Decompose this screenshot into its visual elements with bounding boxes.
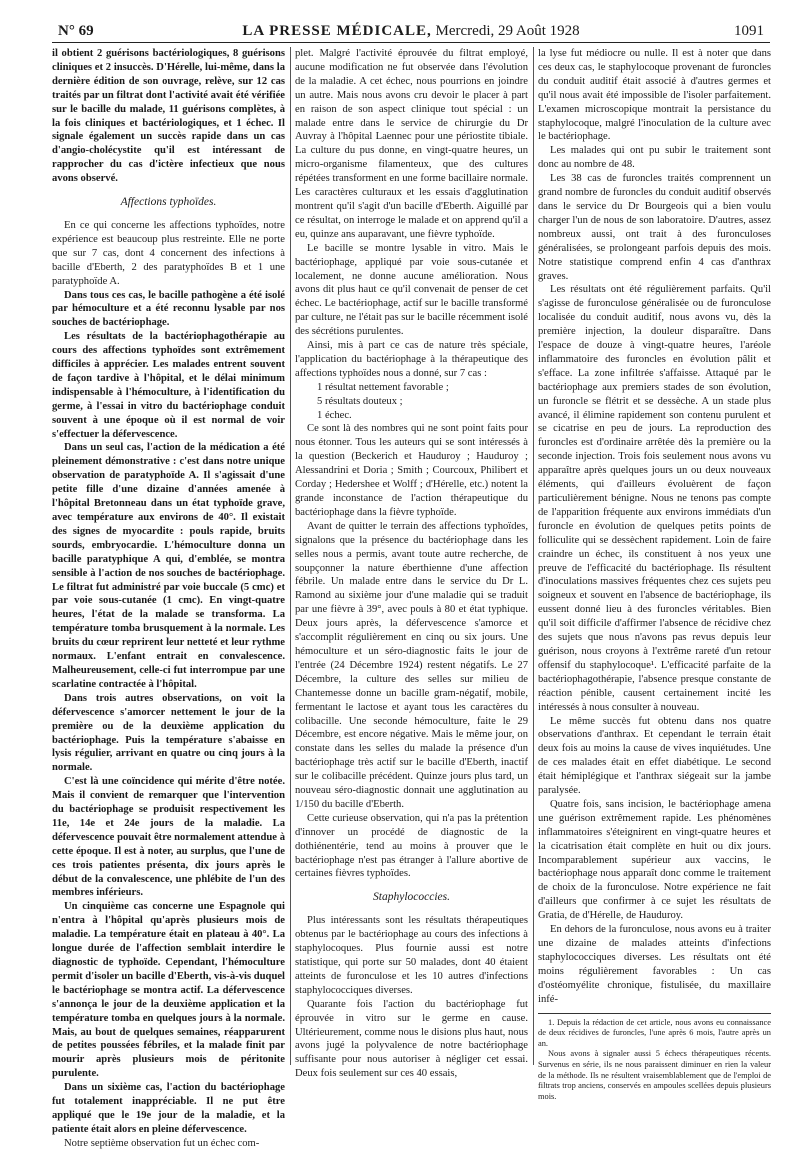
paragraph: Quarante fois l'action du bactériophage fut éprouvée in vitro sur le germe en cause. Ultérieurement, comme nous le disions plus haut, nous avons jugé la polyvalence de notre bactériophage suffisante pour nous autoriser à négliger cet essai. Deux fois seulement sur ces 40 essais, [295,998,528,1080]
paragraph: plet. Malgré l'activité éprouvée du filtrat employé, aucune modification ne fut observée dans l'évolution de la maladie. A cet échec, nous pourrions en joindre un autre. Mais nous avons cru devoir le placer à part en raison de son aspect clinique tout spécial : un malade entre dans le service de chirurgie du Dr Auvray à l'hôpital Laennec pour une périostite tibiale. La culture du pus donne, en vingt-quatre heures, un micro-organisme filamenteux, que des cultures répétées transforment en une forme bacillaire normale. Les caractères culturaux et les essais d'agglutination montrent qu'il s'agit d'un bacille d'Eberth. Aiguillé par ce résultat, on interroge le malade et on apprend qu'il a eu, quinze ans auparavant, une fièvre typhoïde. [295,48,528,240]
footnotes [538,1013,771,1103]
paragraph: Les 38 cas de furoncles traités comprennent un grand nombre de furoncles du conduit auditif observés dans le service du Dr Bourgeois qui a bien voulu charger l'un de nous de son laboratoire. D'autres, assez nombreux aussi, ont trait à des furonculoses généralisées, se prolongeant parfois depuis des mois. Notre statistique comprend enfin 4 cas d'anthrax graves. [538,173,771,282]
paragraph: C'est là une coïncidence qui mérite d'être notée. Mais il convient de remarquer que l'intervention du bactériophage se produisit respectivement les 11e, 14e et 24e jours de la maladie. La défervescence pouvait être normalement attendue à cette époque. Il est à noter, au surplus, que l'une de ces trois patientes présenta, dix jours après le début de la convalescence, une phlébite de l'un des membres inférieurs. [52,776,285,899]
journal-name: LA PRESSE MÉDICALE, [242,23,432,39]
page-number: 1091 [734,23,764,39]
paragraph: Les malades qui ont pu subir le traitement sont donc au nombre de 48. [538,145,771,171]
paragraph: Le même succès fut obtenu dans nos quatre observations d'anthrax. Et cependant le terrain était deux fois au moins la cause de vives inquiétudes. Une de ces malades était en effet diabétique. Le second était hémiplégique et l'anthrax siégeait sur la jambe paralysée. [538,715,771,797]
paragraph: Plus intéressants sont les résultats thérapeutiques obtenus par le bactériophage au cours des infections à staphylocoques. Plus fournie aussi est notre statistique, qui porte sur 50 malades, dont 40 étaient atteints de furonculose et les 10 autres d'infections staphylococciques diverses. [295,915,528,996]
list-item: 5 résultats douteux ; [317,395,403,407]
paragraph: Dans un seul cas, l'action de la médication a été pleinement démonstrative : c'est dans notre unique observation de paratyphoïde A. Il s'agissait d'une petite fille d'une dizaine d'années amenée à l'hôpital Bretonneau dans un état typhoïde grave, avec température aux environs de 40°. Il existait des signes de myocardite : pouls rapide, bruits sourds, embryocardie. L'hémoculture donna un bacille paratyphique A qui, d'emblée, se montra sensible à l'action de nos souches de bactériophage. Le filtrat fut administré par voie buccale (5 cmc) et par voie sous-cutanée (1 cmc). En vingt-quatre heures, l'état de la malade se transforma. La température tomba brusquement à la normale. Les bruits du cœur reprirent leur netteté et leur rythme normaux. L'enfant entrait en convalescence. Malheureusement, celle-ci fut interrompue par une scarlatine contractée à l'hôpital. [52,442,285,690]
paragraph: il obtient 2 guérisons bactériologiques, 8 guérisons cliniques et 2 insuccès. D'Hérelle, lui-même, dans la dernière édition de son ouvrage, relève, sur 12 cas traités par un filtrat dont l'activité avait été vérifiée sur le bacille du malade, 11 guérisons complètes, à la fois cliniques et bactériologiques, et 1 échec. Il signale également un succès rapide dans un cas d'angio-cholécystite qu'il est intéressant de rapprocher du cas d'ictère infectieux que nous avons observé. [52,48,285,185]
list-item: 1 échec. [317,409,352,421]
paragraph: Dans trois autres observations, on voit la défervescence s'amorcer nettement le jour de la première ou de la deuxième application du bactériophage. Puis la température s'abaisse en lysis régulier, arrivant en quatre ou cinq jours à la normale. [52,692,285,774]
footnote: 1. Depuis la rédaction de cet article, nous avons eu connaissance de deux récidives de furoncles, l'une après 6 mois, l'autre après un an. [538,1017,771,1048]
paragraph: Notre septième observation fut un échec com- [64,1137,260,1149]
paragraph: Le bacille se montre lysable in vitro. Mais le bactériophage, appliqué par voie sous-cutanée et localement, ne donne aucune amélioration. Nous avons dit plus haut ce qu'il convenait de penser de cet échec. Le bactériophage, actif sur le bacille transformé par culture, ne l'était pas sur le bacille récemment isolé des sécrétions purulentes. [295,242,528,338]
paragraph: Les résultats ont été régulièrement parfaits. Qu'il s'agisse de furonculose généralisée ou de furonculose localisée du conduit auditif, nous avons vu, dès la première injection, la douleur disparaître. Dans l'espace de douze à vingt-quatre heures, l'aréole inflammatoire des furoncles en évolution pâlit et s'efface. La zone infiltrée s'affaisse. Attaqué par le bactériophage aux premiers stades de son évolution, un furoncle se flétrit et se dessèche. A un stade plus avancé, il élimine rapidement son contenu purulent et se cicatrise en peu de jours. La reproduction des furoncles est d'ordinaire arrêtée dès la première ou la seconde injection. Trois fois seulement nous avons vu apparaître après quelques jours un ou deux nouveaux éléments, qui d'ailleurs évoluèrent de façon particulièrement bénigne. Nous ne tenons pas compte de l'apparition fréquente aux environs immédiats d'un furoncle en évolution de quelques petits points de folliculite qui se dessèchent rapidement. Loin de faire craindre un échec, ils constituent à nos yeux une preuve de l'efficacité du bactériophage. Ils résultent d'inoculations massives fréquentes chez ces sujets peu soigneux et souvent en l'absence de bactériophage, ils eussent donné lieu à des furoncles véritables. Bien qu'il soit difficile d'affirmer l'absence de récidive chez des sujets que nous n'avons pas revus depuis leur guérison, nous croyons à l'extrême rareté d'un retour offensif du staphylocoque¹. L'efficacité parfaite de la bactériophagothérapie, l'absence presque constante de réaction pénible, causent certainement incité les intéressés à nous consulter à nouveau. [538,284,771,713]
column-1 [52,47,285,1149]
results-list [295,381,528,423]
paragraph: Un cinquième cas concerne une Espagnole qui n'entra à l'hôpital qu'après plusieurs mois de maladie. La température était en plateau à 40°. La longue durée de l'affection semblait interdire le diagnostic de typhoïde. Cependant, l'hémoculture permit d'isoler un bacille d'Eberth, vis-à-vis duquel le bactériophage se montra actif. La défervescence s'annonça le jour de la deuxième application et la température tomba en quelques jours à la normale. Mais, au bout de quelques semaines, réapparurent de petites poussées fébriles, et la malade finit par mourir après plusieurs mois de péritonite purulente. [52,901,285,1080]
section-heading-staphylococcies: Staphylococcies. [373,891,450,904]
paragraph: Avant de quitter le terrain des affections typhoïdes, signalons que la présence du bactériophage dans les selles nous a permis, avant toute autre recherche, de soupçonner la nature éberthienne d'une affection fébrile. Un malade entre dans le service du Dr L. Ramond au sixième jour d'une maladie qui se traduit par une fièvre à 39°, avec pouls à 80 et état typhique. Deux jours après, la défervescence s'amorce et s'accomplit régulièrement en cinq ou six jours. Une hémoculture et un séro-diagnostic faits le jour de l'entrée (24 Décembre 1924) restent négatifs. Le 27 Décembre, la culture des selles sur milieu de Chantemesse donne un bacille gram-négatif, mobile, fermentant le lactose et ayant tous les caractères du colibacille. Une seconde hémoculture, faite le 29 Décembre, est encore négative. Mais le même jour, on constate dans les selles du malade la présence d'un bactériophage très actif sur le bacille d'Eberth, inactif sur le colibacille précédent. Quinze jours plus tard, un nouveau séro-diagnostic donnait une agglutination au 1/150 du bacille d'Eberth. [295,520,528,810]
paragraph: la lyse fut médiocre ou nulle. Il est à noter que dans ces deux cas, le staphylocoque provenant de furoncles du conduit auditif était associé à d'autres germes et qu'il nous avait été impossible de l'isoler parfaitement. L'examen microscopique montrait la persistance du staphylocoque, malgré l'inoculation de la culture avec le bactériophage. [538,48,771,143]
paragraph: Ce sont là des nombres qui ne sont point faits pour nous étonner. Tous les auteurs qui se sont intéressés à la question (Beckerich et Hauduroy ; Hauduroy ; Alessandrini et Doria ; Smith ; Courcoux, Philibert et Corday ; Hedershee et Wolff ; d'Hérelle, etc.) notent la grande inconstance de l'action thérapeutique du bactériophage dans la fièvre typhoïde. [295,423,528,518]
paragraph: Quatre fois, sans incision, le bactériophage amena une guérison extrêmement rapide. Les phénomènes inflammatoires s'éteignirent en vingt-quatre heures et la cicatrisation était complète en huit ou dix jours. Incomparablement supérieur aux vaccins, le bactériophage nous apparaît donc comme le traitement de choix de la furonculose. Notre expérience ne fait d'ailleurs que confirmer à ce sujet les résultats de Gratia, de d'Hérelle, de Hauduroy. [538,798,771,922]
list-item: 1 résultat nettement favorable ; [317,381,449,393]
paragraph: Dans un sixième cas, l'action du bactériophage fut totalement inappréciable. Il ne put être appliqué que le 19e jour de la maladie, et la patiente était alors en pleine défervescence. [52,1082,285,1135]
paragraph: En ce qui concerne les affections typhoïdes, notre expérience est beaucoup plus restreinte. Elle ne porte que sur 7 cas, dont 4 concernent des infections à bacille d'Eberth, 2 des paratyphoïdes B et 1 une paratyphoïde A. [52,219,285,287]
page-header [52,20,770,43]
running-title [52,20,770,42]
section-heading-typhoid: Affections typhoïdes. [120,196,217,209]
issue-date: Mercredi, 29 Août 1928 [435,23,580,39]
column-divider [290,47,291,1065]
paragraph: Dans tous ces cas, le bacille pathogène a été isolé par hémoculture et a été reconnu lysable par nos souches de bactériophage. [52,289,285,329]
column-divider [533,47,534,1065]
paragraph: Les résultats de la bactériophagothérapie au cours des affections typhoïdes sont extrêmement difficiles à apprécier. Les malades entrent souvent de façon tardive à l'hôpital, et le délai minimum indispensable à l'hémoculture, à l'identification du germe, à l'essai in vitro du bactériophage conduit souvent à une époque où il est normal de voir s'effectuer la défervescence. [52,331,285,440]
paragraph: En dehors de la furonculose, nous avons eu à traiter une dizaine de malades atteints d'infections staphylococciques diverses. Les résultats ont été moins régulièrement favorables : Un cas d'ostéomyélite chronique, fistulisée, du maxillaire infé- [538,924,771,1005]
column-2 [295,47,528,1080]
column-3 [538,47,771,1101]
paragraph: Ainsi, mis à part ce cas de nature très spéciale, l'application du bactériophage à la thérapeutique des affections typhoïdes nous a donné, sur 7 cas : [295,340,528,379]
footnote: Nous avons à signaler aussi 5 échecs thérapeutiques récents. Survenus en série, ils ne nous paraissent diminuer en rien la valeur de la méthode. Ils ne résultent vraisemblablement que de l'emploi de filtrats trop anciens, conservés en ampoules scellées depuis plusieurs mois. [538,1049,771,1101]
paragraph: Cette curieuse observation, qui n'a pas la prétention d'innover un procédé de diagnostic de la dothiénentérie, tend au moins à prouver que le bactériophage n'est pas étranger à l'allure abortive de certaines fièvres typhoïdes. [295,812,528,880]
issue-number: N° 69 [58,23,94,39]
